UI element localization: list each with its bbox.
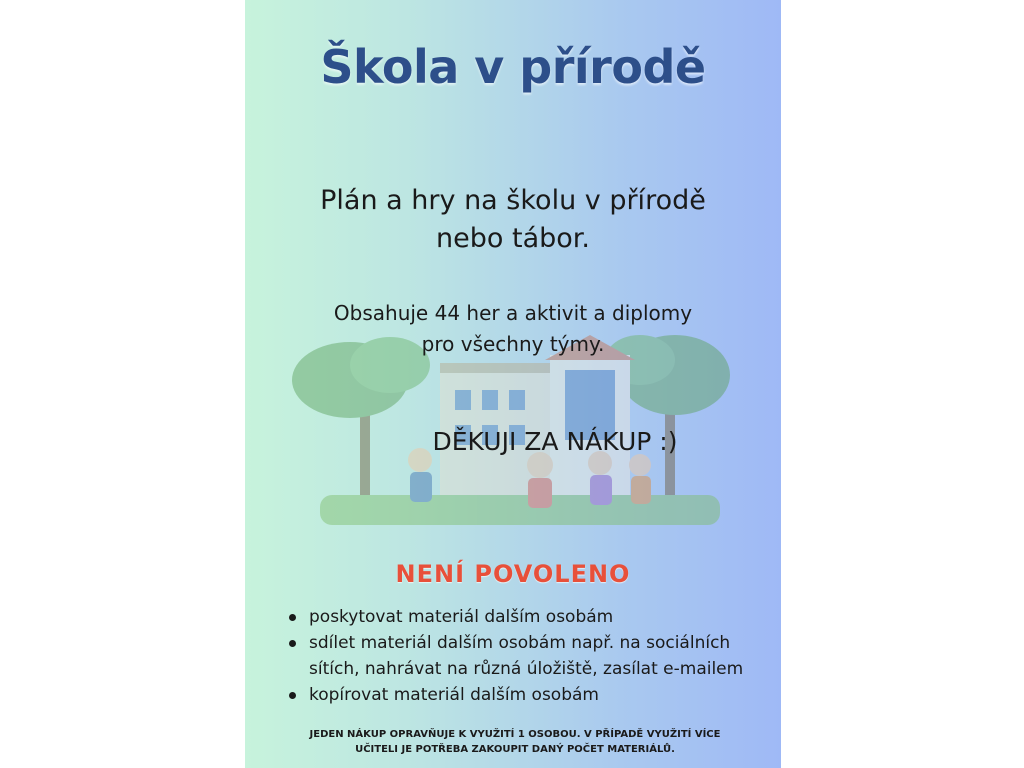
- subtitle-line-1: Plán a hry na školu v přírodě: [320, 185, 706, 216]
- subtitle-line-2: nebo tábor.: [436, 223, 590, 254]
- footer-line-1: JEDEN NÁKUP OPRAVŇUJE K VYUŽITÍ 1 OSOBOU. V PŘÍPADĚ VYUŽITÍ VÍCE: [309, 729, 721, 740]
- bullet-icon: [289, 614, 296, 621]
- description-line-1: Obsahuje 44 her a aktivit a diplomy: [333, 301, 693, 325]
- thanks-message: DĚKUJI ZA NÁKUP :): [432, 427, 678, 456]
- rule-text: kopírovat materiál dalším osobám: [309, 685, 599, 705]
- bullet-icon: [289, 640, 296, 647]
- poster-subtitle: [265, 182, 761, 258]
- list-item: [283, 682, 763, 708]
- rules-list: [283, 604, 763, 708]
- list-item: [283, 604, 763, 630]
- rule-text: sdílet materiál dalším osobám např. na sociálních sítích, nahrávat na různá úložiště, zasílat e-mailem: [309, 633, 744, 679]
- poster-title: Škola v přírodě: [320, 40, 706, 94]
- bullet-icon: [289, 692, 296, 699]
- description-line-2: pro všechny týmy.: [421, 332, 605, 356]
- rule-text: poskytovat materiál dalším osobám: [309, 607, 614, 627]
- poster-page: [245, 0, 781, 768]
- warning-heading: NENÍ POVOLENO: [395, 560, 631, 588]
- grass-icon: [320, 495, 720, 525]
- poster-description: [285, 298, 741, 360]
- left-tree-icon: [292, 337, 430, 505]
- list-item: [283, 630, 763, 682]
- footer-line-2: UČITELI JE POTŘEBA ZAKOUPIT DANÝ POČET MATERIÁLŮ.: [355, 744, 675, 755]
- license-footer: [295, 727, 735, 757]
